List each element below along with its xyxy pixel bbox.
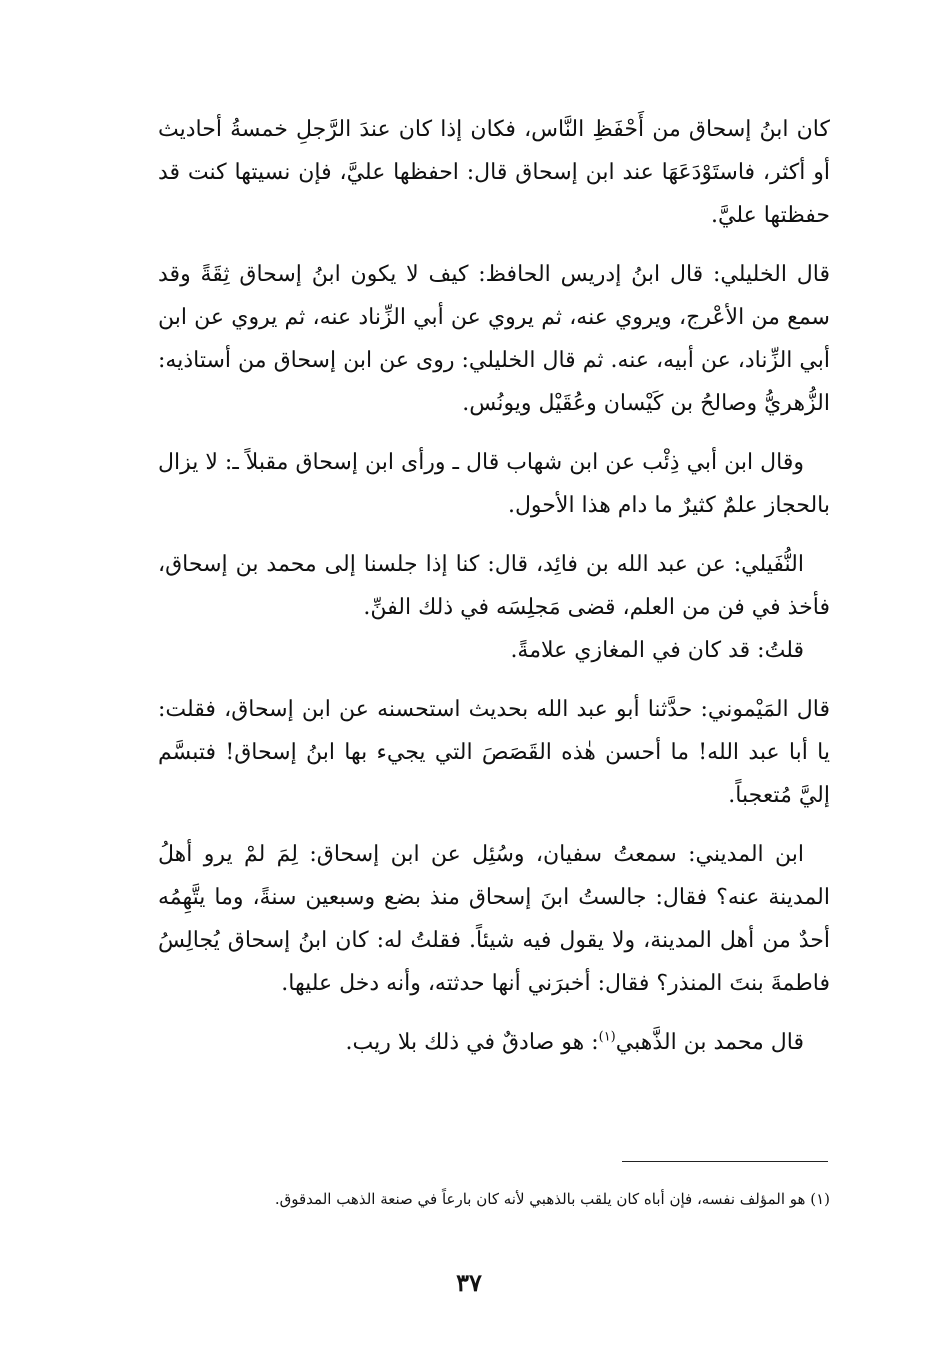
footnote-reference: (١) [598,1029,616,1045]
paragraph-4: النُّفَيلي: عن عبد الله بن فائِد، قال: كنا إذا جلسنا إلى محمد بن إسحاق، فأخذ في فن من العلم، قضى مَجلِسَه في ذلك الفنِّ. [158,552,830,620]
paragraph-8-end: : هو صادقٌ في ذلك بلا ريب. [345,1030,599,1055]
paragraph-8-start: قال محمد بن الذَّهبي [615,1030,804,1055]
paragraph-6: قال المَيْموني: حدَّثنا أبو عبد الله بحديث استحسنه عن ابن إسحاق، فقلت: يا أبا عبد الله! ما أحسن هٰذه القَصَصَ التي يجيء بها ابنُ إسحاق! فتبسَّم إليَّ مُتعجباً. [158,697,830,808]
paragraph-3: وقال ابن أبي ذِئْب عن ابن شهاب قال ـ ورأى ابن إسحاق مقبلاً ـ: لا يزال بالحجاز علمٌ كثيرٌ ما دام هذا الأحول. [158,450,830,518]
paragraph-2: قال الخليلي: قال ابنُ إدريس الحافظ: كيف لا يكون ابنُ إسحاق ثِقَةً وقد سمع من الأعْرج، ويروي عنه، ثم يروي عن أبي الزِّناد عنه، ثم يروي عن ابن أبي الزِّناد، عن أبيه، عنه. ثم قال الخليلي: روى عن ابن إسحاق من أستاذيه: الزُّهريُّ وصالحُ بن كَيْسان وعُقَيْل ويونُس. [158,262,831,416]
paragraph-1: كان ابنُ إسحاق من أَحْفَظِ النَّاس، فكان إذا كان عندَ الرَّجلِ خمسةُ أحاديث أو أكثر، فاستَوْدَعَهَا عند ابن إسحاق قال: احفظها عليَّ، فإن نسيتها كنت قد حفظتها عليَّ. [158,117,830,228]
main-text [158,108,830,1064]
paragraph-7: ابن المديني: سمعتُ سفيان، وسُئِل عن ابن إسحاق: لِمَ لمْ يرو أهلُ المدينة عنه؟ فقال: جالستُ ابنَ إسحاق منذ بضع وسبعين سنةً، وما يتَّهِمُه أحدٌ من أهل المدينة، ولا يقول فيه شيئاً. فقلتُ له: كان ابنُ إسحاق يُجالِسُ فاطمةَ بنتَ المنذر؟ فقال: أخبرَني أنها حدثته، وأنه دخل عليها. [158,842,830,996]
footnote: (١) هو المؤلف نفسه، فإن أباه كان يلقب بالذهبي لأنه كان بارعاً في صنعة الذهب المدقوق. [274,1190,830,1208]
page-number: ٣٧ [456,1268,482,1297]
footnote-divider [622,1161,828,1162]
paragraph-5: قلتُ: قد كان في المغازي علامةً. [510,638,804,663]
paragraph-8 [158,1021,830,1064]
